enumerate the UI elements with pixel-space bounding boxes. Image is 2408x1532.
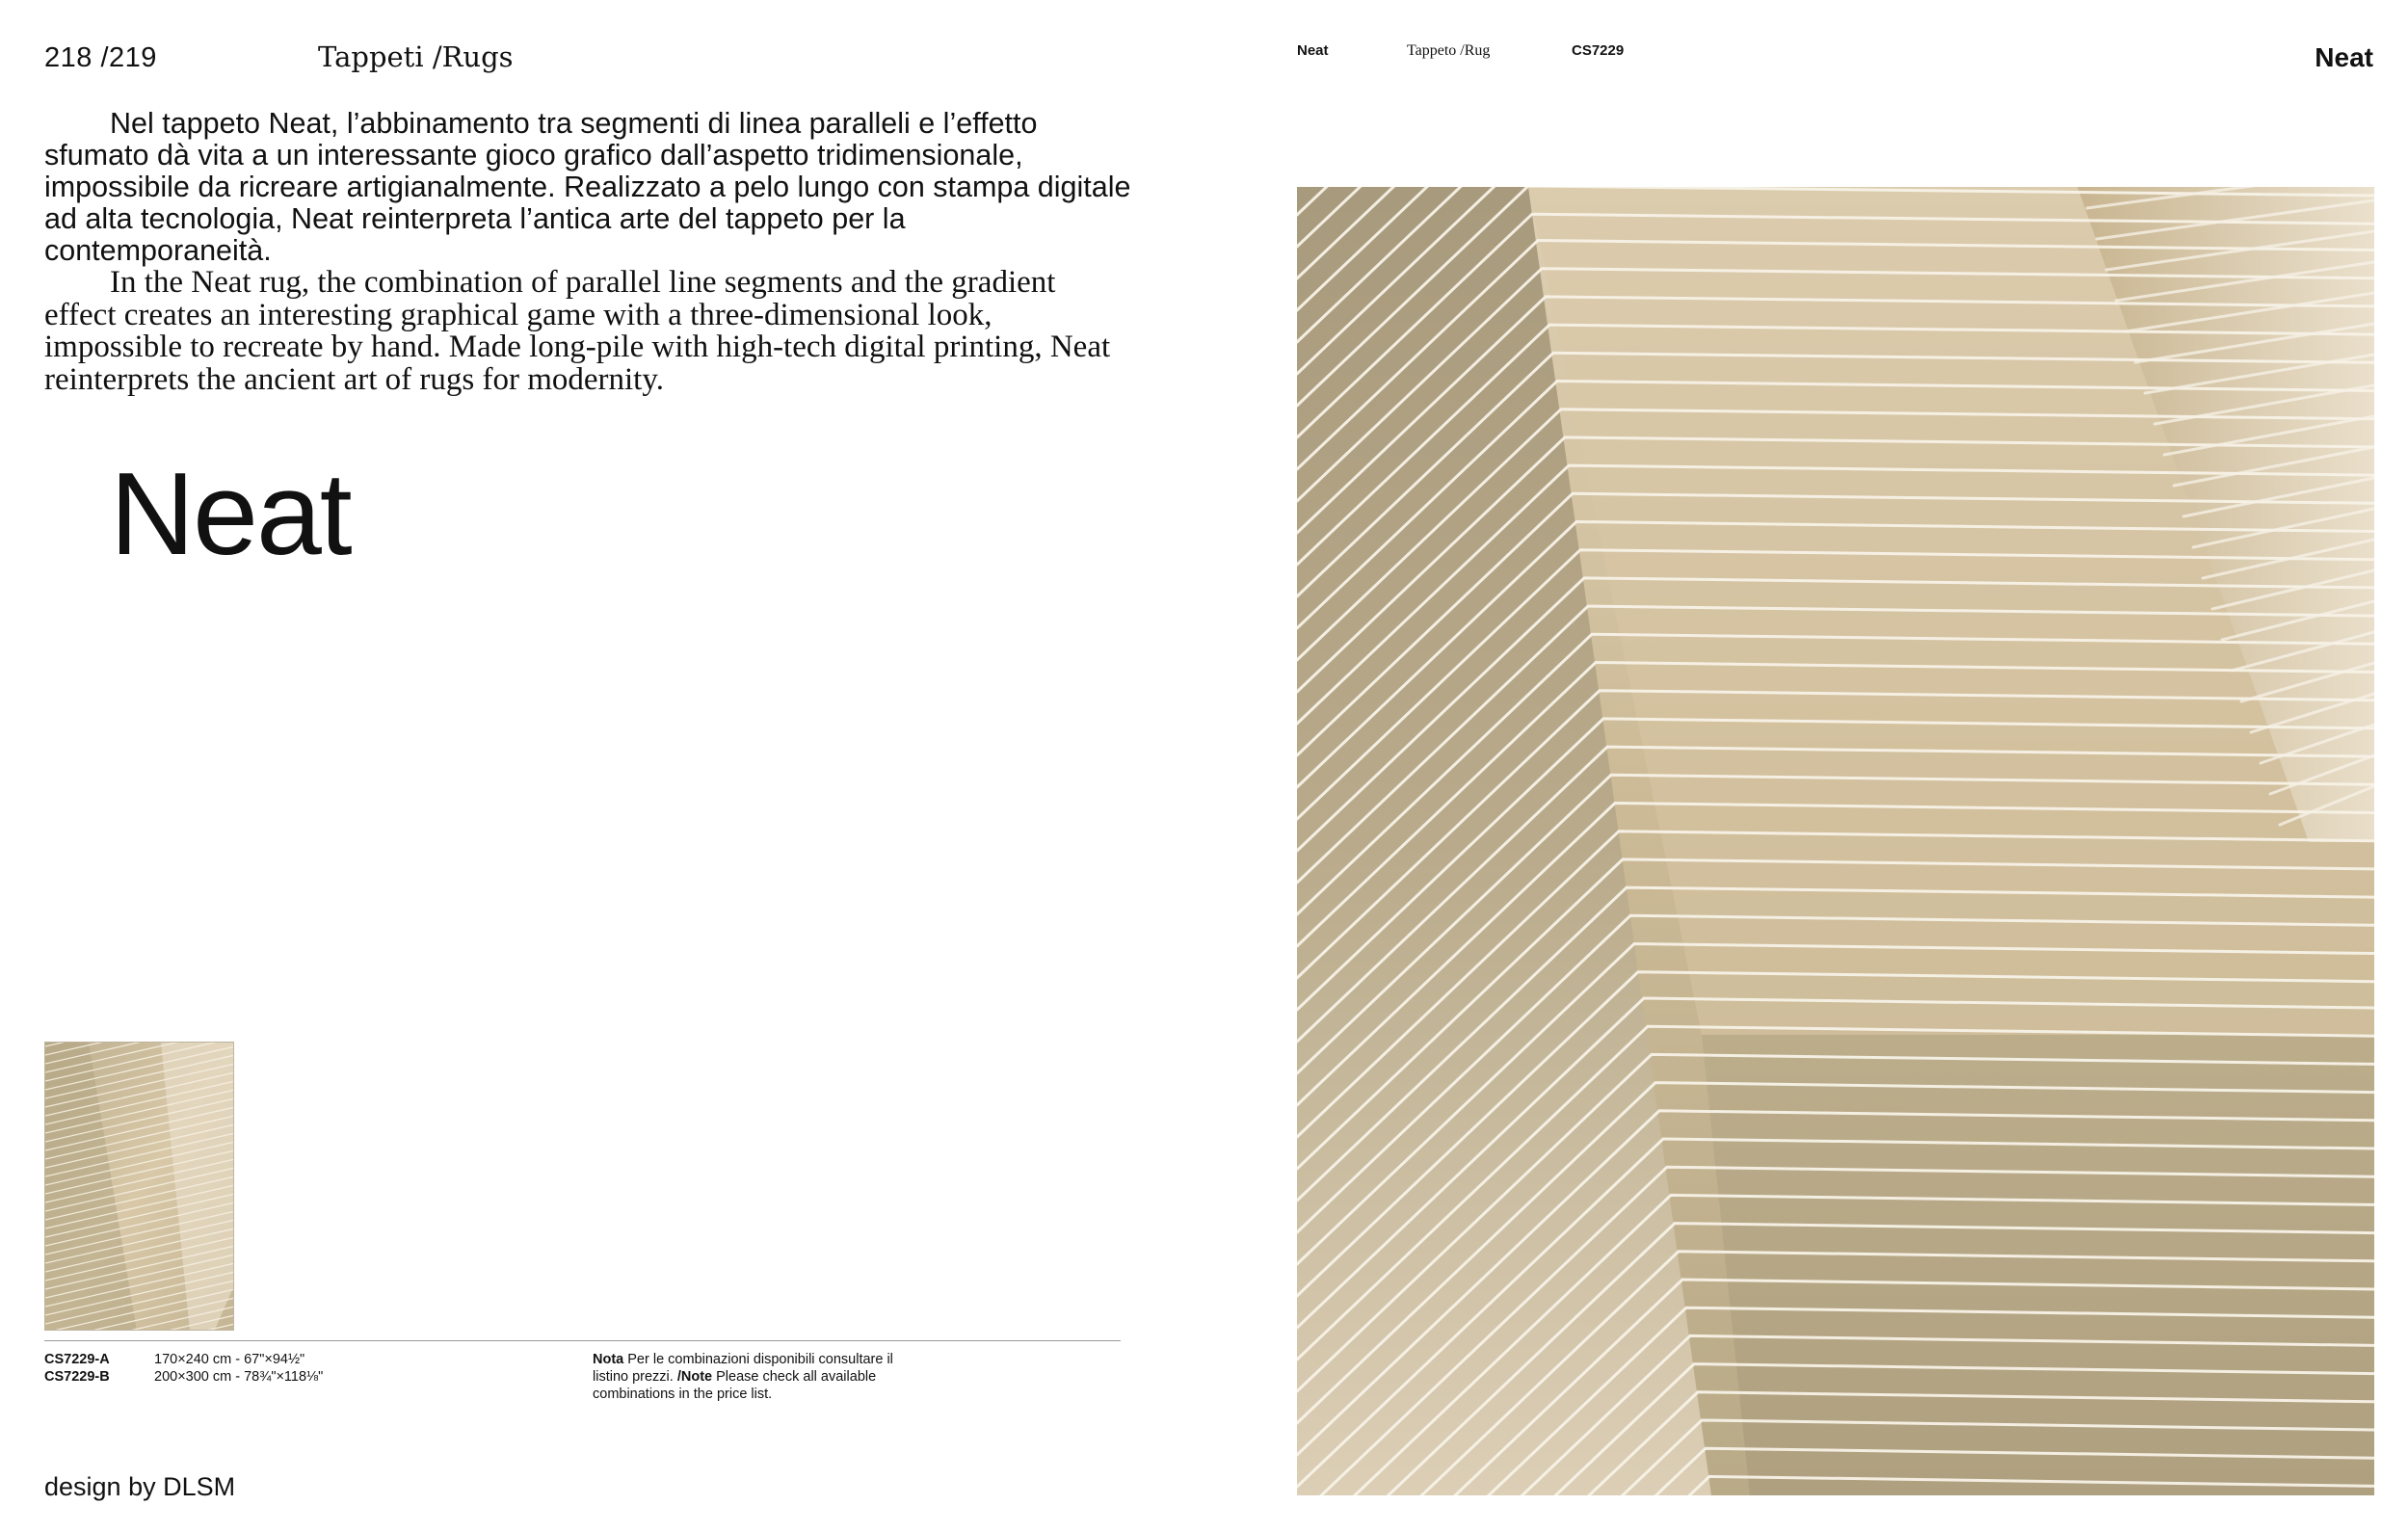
- rug-photo-image: [1297, 187, 2374, 1495]
- section-title: Tappeti /Rugs: [318, 40, 514, 73]
- note-label-en: /Note: [676, 1369, 713, 1385]
- note-text-it: Per le combinazioni disponibili consultare il listino prezzi.: [593, 1352, 893, 1385]
- note-text-en: Please check all available combinations in the price list.: [593, 1369, 877, 1402]
- header-product-name: Neat: [1297, 42, 1329, 59]
- variant-size-b: 200×300 cm - 78¾"×118⅛": [154, 1369, 324, 1385]
- price-note: [593, 1351, 911, 1403]
- intro-english: In the Neat rug, the combination of parallel line segments and the gradient effect creates an interesting graphical game with a three-dimensional look, impossible to recreate by hand. Made long-pile with high-tech digital printing, Neat reinterprets the ancient art of rugs for modernity.: [44, 265, 1111, 397]
- variant-size-a: 170×240 cm - 67"×94½": [154, 1352, 305, 1367]
- variant-code-a: CS7229-A: [44, 1352, 110, 1367]
- rug-thumbnail-image: [44, 1042, 234, 1331]
- variant-codes: [44, 1351, 110, 1386]
- intro-italian: Nel tappeto Neat, l’abbinamento tra segmenti di linea paralleli e l’effetto sfumato dà vita a un interessante gioco grafico dall’aspetto tridimensionale, impossibile da ricreare artigianalmente. Realizzato a pelo lungo con stampa digitale ad alta tecnologia, Neat reinterpreta l’antica arte del tappeto per la contemporaneità.: [44, 107, 1131, 267]
- variant-code-b: CS7229-B: [44, 1369, 110, 1385]
- note-label-it: Nota: [593, 1352, 624, 1367]
- rug-thumbnail-graphic: [45, 1043, 234, 1331]
- spec-divider: [44, 1340, 1121, 1341]
- intro-text: [44, 108, 1133, 396]
- variant-sizes: [154, 1351, 323, 1386]
- designer-credit: design by DLSM: [44, 1472, 236, 1501]
- right-page-title: Neat: [2315, 42, 2373, 72]
- header-category: Tappeto /Rug: [1407, 42, 1491, 59]
- product-title: Neat: [110, 448, 351, 579]
- header-product-code: CS7229: [1572, 42, 1625, 59]
- rug-photo-graphic: [1297, 187, 2374, 1495]
- page-numbers: 218 /219: [44, 42, 157, 73]
